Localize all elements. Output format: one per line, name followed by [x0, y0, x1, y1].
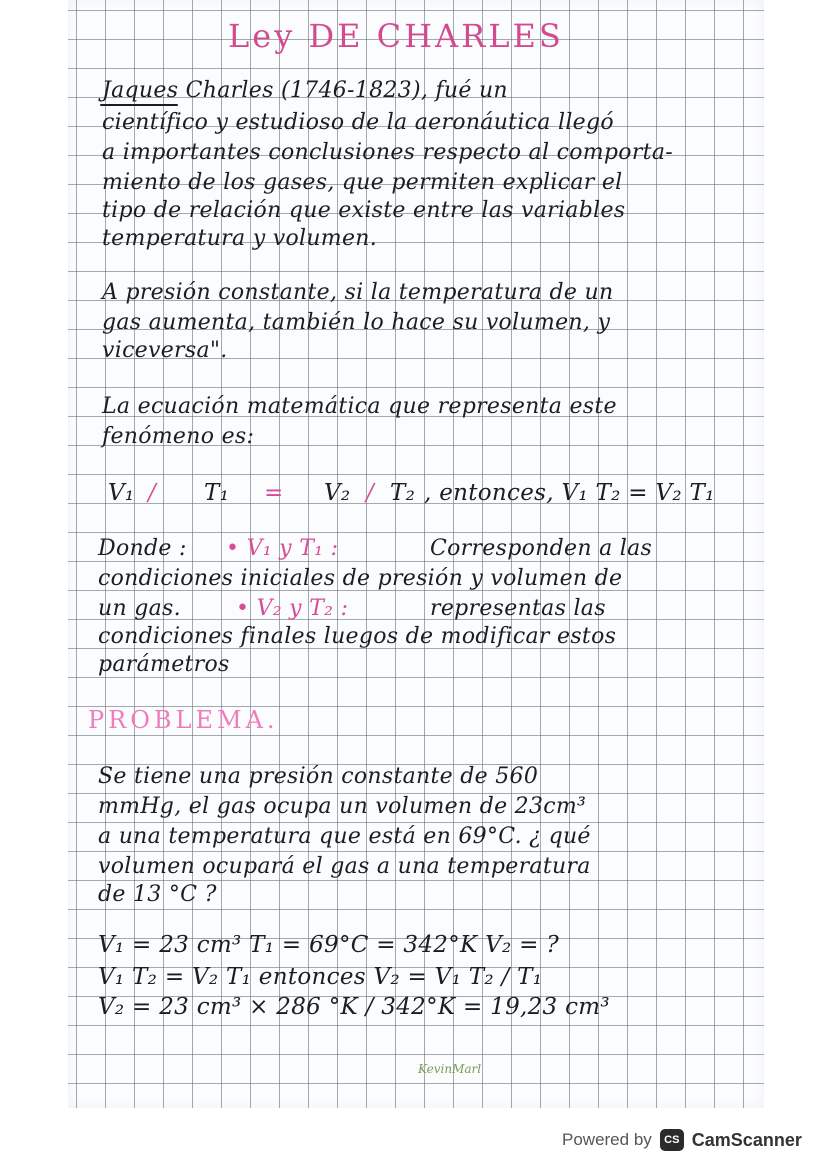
equation-equals: =	[264, 480, 284, 506]
solution-line3: V₂ = 23 cm³ × 286 °K / 342°K = 19,23 cm³	[98, 994, 610, 1020]
paragraph3-line2: fenómeno es:	[102, 424, 255, 449]
problem-line2: mmHg, el gas ocupa un volumen de 23cm³	[98, 794, 587, 819]
camscanner-logo-icon: CS	[660, 1129, 684, 1151]
where-bullet2: • V₂ y T₂ :	[236, 596, 349, 621]
where-line5: parámetros	[98, 652, 230, 677]
paragraph1-line2: científico y estudioso de la aeronáutica llegó	[102, 110, 614, 135]
where-bullet1: • V₁ y T₁ :	[226, 536, 339, 561]
camscanner-brand: CamScanner	[691, 1129, 802, 1150]
equation-v1: V₁	[108, 480, 135, 506]
problem-line1: Se tiene una presión constante de 560	[98, 764, 539, 789]
equation-v2: V₂	[324, 480, 351, 506]
paragraph1-line6: temperatura y volumen.	[102, 226, 378, 251]
paragraph1-line5: tipo de relación que existe entre las variables	[102, 198, 626, 223]
equation-t2: T₂	[390, 480, 416, 506]
paragraph3-line1: La ecuación matemática que representa este	[102, 394, 617, 419]
camscanner-footer	[562, 1122, 802, 1158]
paragraph2-line1: A presión constante, si la temperatura de un	[102, 280, 614, 305]
paragraph2-line3: viceversa".	[102, 338, 228, 363]
paragraph1-line4: miento de los gases, que permiten explicar el	[102, 170, 623, 195]
powered-by-text: Powered by	[562, 1130, 652, 1149]
paragraph1-line3: a importantes conclusiones respecto al comporta-	[102, 140, 673, 165]
where-label: Donde :	[98, 536, 187, 561]
watermark-logo: KevinMarl	[418, 1062, 482, 1076]
problem-line4: volumen ocupará el gas a una temperatura	[98, 854, 591, 879]
solution-line2: V₁ T₂ = V₂ T₁ entonces V₂ = V₁ T₂ / T₁	[98, 964, 543, 990]
equation-rest: , entonces, V₁ T₂ = V₂ T₁	[424, 480, 715, 506]
equation-t1: T₁	[204, 480, 230, 506]
equation-slash: /	[148, 480, 157, 506]
problem-line3: a una temperatura que está en 69°C. ¿ qué	[98, 824, 591, 849]
paragraph2-line2: gas aumenta, también lo hace su volumen, y	[102, 310, 611, 335]
where-line3-start: un gas.	[98, 596, 181, 621]
page-title: Ley DE CHARLES	[228, 17, 564, 55]
where-line4: condiciones finales luegos de modificar estos	[98, 624, 617, 649]
solution-line1: V₁ = 23 cm³ T₁ = 69°C = 342°K V₂ = ?	[98, 932, 559, 958]
problem-heading: PROBLEMA.	[88, 706, 279, 734]
where-line1: Corresponden a las	[430, 536, 653, 561]
notebook-page	[68, 0, 764, 1108]
where-line2: condiciones iniciales de presión y volumen de	[98, 566, 623, 591]
heading-underline	[100, 104, 178, 106]
problem-line5: de 13 °C ?	[98, 882, 217, 907]
where-line3-rest: representas las	[430, 596, 606, 621]
equation-slash: /	[366, 480, 375, 506]
paragraph1-line1: Jaques Charles (1746-1823), fué un	[102, 78, 508, 103]
